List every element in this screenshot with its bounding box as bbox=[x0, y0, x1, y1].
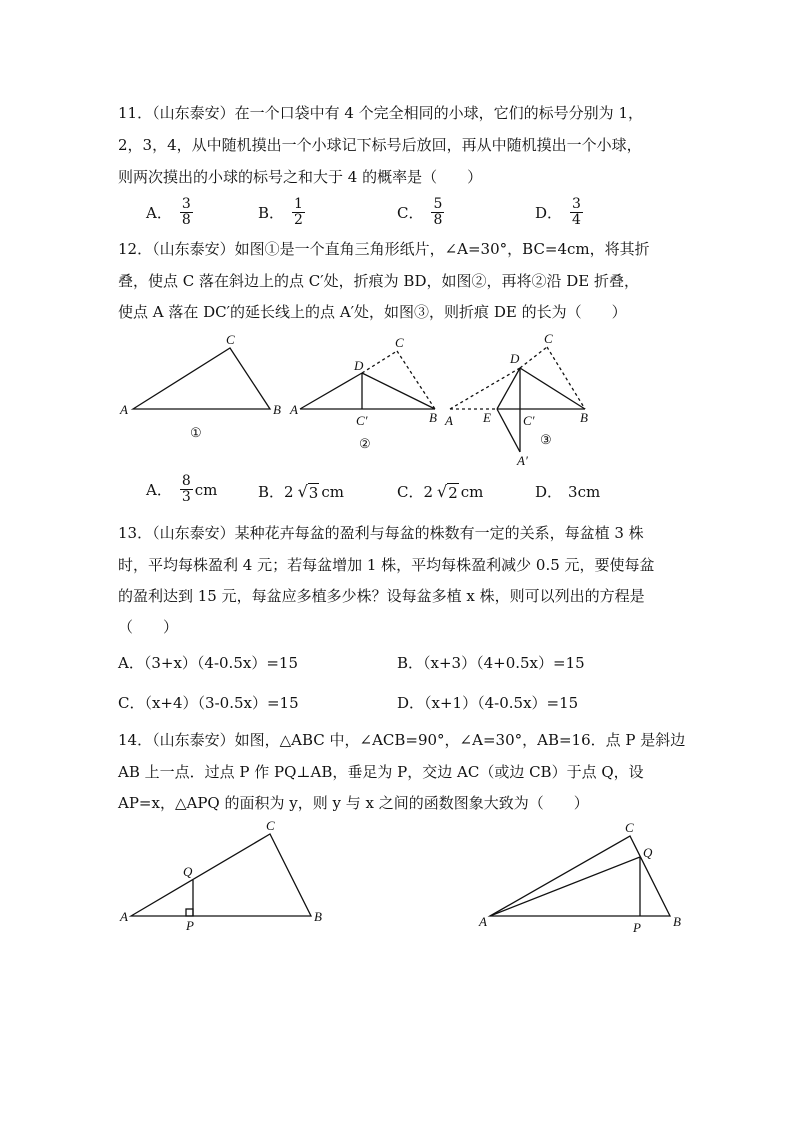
option-text: 3cm bbox=[568, 482, 601, 501]
q12-option-b bbox=[258, 481, 344, 502]
q13-option-d: D．（x+1）（4-0.5x）=15 bbox=[397, 694, 579, 712]
f2-label-d: D bbox=[354, 358, 364, 373]
option-label: B． bbox=[258, 483, 285, 501]
q12-line-3: 使点 A 落在 DC′的延长线上的点 A′处，如图③，则折痕 DE 的长为（ ） bbox=[118, 303, 627, 321]
q11-line-3: 则两次摸出的小球的标号之和大于 4 的概率是（ ） bbox=[118, 168, 483, 186]
f2-caption: ② bbox=[359, 436, 371, 451]
q11-option-c bbox=[397, 197, 444, 228]
f1-caption: ① bbox=[190, 425, 202, 440]
option-label: A． bbox=[146, 204, 172, 222]
f3-label-e: E bbox=[483, 410, 491, 425]
q11-line-2: 2，3，4，从中随机摸出一个小球记下标号后放回，再从中随机摸出一个小球， bbox=[118, 136, 642, 154]
option-label: D． bbox=[535, 204, 563, 222]
f2-label-c: C bbox=[395, 335, 404, 350]
q14r-label-b: B bbox=[673, 914, 681, 929]
option-label: D． bbox=[535, 483, 563, 501]
q12-option-d bbox=[535, 481, 600, 502]
q11-option-b bbox=[258, 197, 305, 228]
f2-label-cp: C′ bbox=[356, 413, 368, 428]
unit: cm bbox=[321, 482, 344, 501]
q13-line-1: 13．（山东泰安）某种花卉每盆的盈利与每盆的株数有一定的关系，每盆植 3 株 bbox=[118, 524, 644, 542]
f3-caption: ③ bbox=[540, 432, 552, 447]
sqrt: √ 2 bbox=[437, 481, 458, 502]
fraction: $\frac{5}{8}$ bbox=[433, 196, 443, 228]
q12-option-c bbox=[397, 481, 483, 502]
q12-line-2: 叠，使点 C 落在斜边上的点 C′处，折痕为 BD，如图②，再将②沿 DE 折叠， bbox=[118, 272, 639, 290]
q11-option-d bbox=[535, 197, 583, 228]
q12-figure-3 bbox=[450, 347, 585, 452]
q14r-label-q: Q bbox=[643, 845, 653, 860]
q11-option-a bbox=[146, 197, 193, 228]
q14r-label-a: A bbox=[479, 914, 487, 929]
q14l-label-q: Q bbox=[183, 864, 193, 879]
q11-line-1: 11．（山东泰安）在一个口袋中有 4 个完全相同的小球，它们的标号分别为 1， bbox=[118, 104, 643, 122]
q14l-label-a: A bbox=[120, 909, 128, 924]
q12-figure-1 bbox=[133, 348, 270, 409]
q14l-label-p: P bbox=[186, 918, 194, 933]
q14-line-2: AB 上一点．过点 P 作 PQ⊥AB，垂足为 P，交边 AC（或边 CB）于点 Q，设 bbox=[118, 763, 644, 781]
option-label: C． bbox=[397, 483, 424, 501]
f3-label-c: C bbox=[544, 331, 553, 346]
q13-option-c: C．（x+4）（3-0.5x）=15 bbox=[118, 694, 299, 712]
sqrt: √ 3 bbox=[297, 481, 319, 502]
q12-option-a bbox=[146, 474, 217, 505]
f3-label-a: A bbox=[445, 413, 453, 428]
q14-line-3: AP=x，△APQ 的面积为 y，则 y 与 x 之间的函数图象大致为（ ） bbox=[118, 794, 589, 812]
option-label: A． bbox=[146, 481, 172, 499]
q14l-label-b: B bbox=[314, 909, 322, 924]
unit: cm bbox=[460, 482, 484, 501]
q14-line-1: 14．（山东泰安）如图，△ABC 中，∠ACB=90°，∠A=30°，AB=16．点 P 是斜边 bbox=[118, 731, 686, 749]
fraction: $\frac{3}{4}$ bbox=[572, 196, 581, 228]
coefficient: 2 bbox=[423, 482, 434, 501]
q13-option-b: B．（x+3）（4+0.5x）=15 bbox=[397, 654, 585, 672]
q12-line-1: 12．（山东泰安）如图①是一个直角三角形纸片，∠A=30°，BC=4cm，将其折 bbox=[118, 240, 650, 258]
unit: cm bbox=[194, 480, 218, 499]
fraction: $\frac{8}{3}$ bbox=[181, 473, 191, 505]
f1-label-c: C bbox=[226, 332, 235, 347]
q14-figure-left bbox=[131, 834, 311, 916]
f1-label-a: A bbox=[120, 402, 128, 417]
q13-option-a: A．（3+x）（4-0.5x）=15 bbox=[118, 654, 298, 672]
q14r-label-c: C bbox=[625, 820, 634, 835]
coefficient: 2 bbox=[284, 482, 294, 501]
q13-line-4: （ ） bbox=[118, 618, 179, 636]
f2-label-a: A bbox=[290, 402, 298, 417]
f3-label-cp: C′ bbox=[523, 413, 535, 428]
q14r-label-p: P bbox=[633, 920, 641, 935]
f3-label-d: D bbox=[510, 351, 520, 366]
option-label: B． bbox=[258, 204, 285, 222]
q14l-label-c: C bbox=[266, 818, 275, 833]
q12-figure-2 bbox=[300, 351, 435, 409]
fraction: $\frac{3}{8}$ bbox=[181, 196, 191, 228]
option-label: C． bbox=[397, 204, 424, 222]
f3-label-b: B bbox=[580, 410, 588, 425]
f1-label-b: B bbox=[273, 402, 281, 417]
q13-line-3: 的盈利达到 15 元，每盆应多植多少株？设每盆多植 x 株，则可以列出的方程是 bbox=[118, 587, 645, 605]
q14-figure-right bbox=[490, 836, 670, 916]
fraction: $\frac{1}{2}$ bbox=[294, 196, 303, 228]
f2-label-b: B bbox=[429, 410, 437, 425]
q13-line-2: 时，平均每株盈利 4 元；若每盆增加 1 株，平均每株盈利减少 0.5 元，要使每盆 bbox=[118, 556, 655, 574]
f3-label-ap: A′ bbox=[517, 453, 528, 468]
